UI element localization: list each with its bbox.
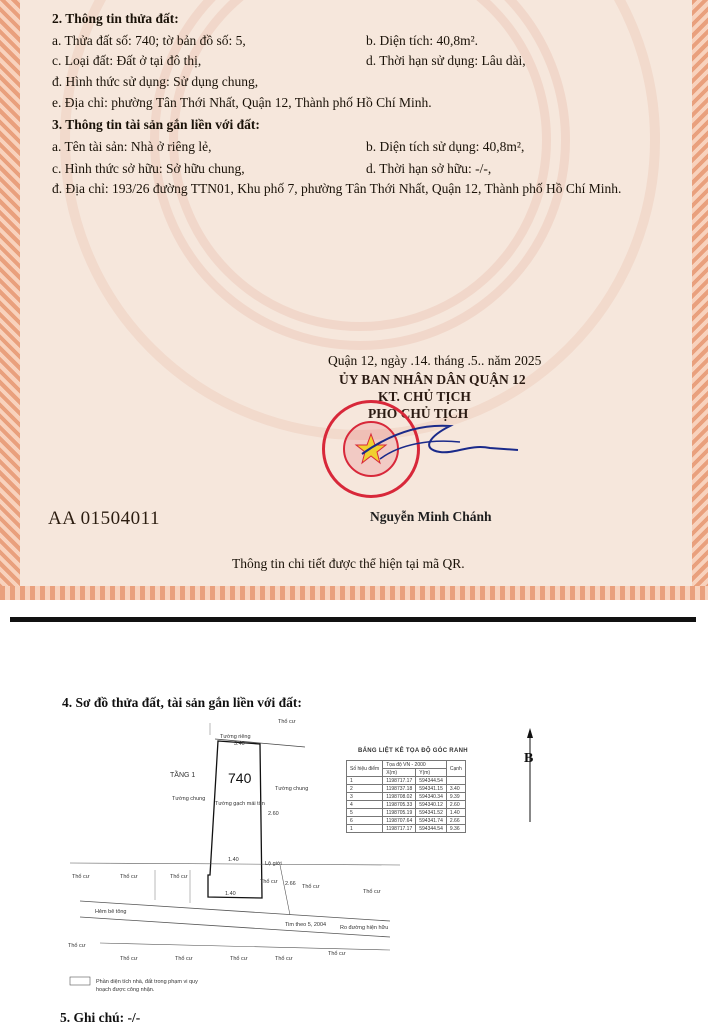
wall-shared-label: Tường chung <box>172 796 206 802</box>
ownership-form: c. Hình thức sở hữu: Sở hữu chung, <box>52 161 245 176</box>
section-4-title: 4. Sơ đồ thửa đất, tài sản gắn liền với đất: <box>62 695 302 710</box>
signer-role-2: PHÓ CHỦ TỊCH <box>368 406 469 421</box>
ownership-term: d. Thời hạn sở hữu: -/-, <box>366 161 492 176</box>
edge-right-length: 2.60 <box>268 811 279 817</box>
certificate-border-right <box>692 0 708 600</box>
signature-scribble <box>360 414 520 474</box>
table-row: 5 1198705.19 594341.52 1.40 <box>347 809 466 817</box>
neighbor-lot-4: Thổ cư <box>260 879 278 885</box>
wall-shared-right-label: Tường chung <box>275 786 309 792</box>
land-address: e. Địa chỉ: phường Tân Thới Nhất, Quận 12, Thành phố Hồ Chí Minh. <box>52 95 432 110</box>
land-type: c. Loại đất: Đất ở tại đô thị, <box>52 53 202 68</box>
table-row: 1 1198717.17 594344.54 <box>347 777 466 785</box>
neighbor-lot-12: Thổ cư <box>328 951 346 957</box>
neighbor-lot-9: Thổ cư <box>175 956 193 962</box>
asset-address: đ. Địa chỉ: 193/26 đường TTN01, Khu phố 7, phường Tân Thới Nhất, Quận 12, Thành phố Hồ Chí Minh. <box>52 181 622 196</box>
issue-date: Quận 12, ngày .14. tháng .5.. năm 2025 <box>328 353 542 368</box>
road-line <box>100 943 390 950</box>
table-header-coords: Tọa độ VN - 2000 <box>383 761 447 769</box>
parcel-number: a. Thửa đất số: 740; tờ bản đồ số: 5, <box>52 33 246 48</box>
signer-role-1: KT. CHỦ TỊCH <box>378 389 471 404</box>
top-neighbor-label: Thổ cư <box>278 719 296 725</box>
parcel-outline <box>208 741 262 898</box>
north-arrow-icon <box>515 726 545 826</box>
table-subheader-x: X(m) <box>383 769 416 777</box>
table-header-point: Số hiệu điểm <box>347 761 383 777</box>
wall-share-label: Tường riêng <box>220 734 251 740</box>
section-2-title: 2. Thông tin thửa đất: <box>52 11 179 26</box>
neighbor-lot-3: Thổ cư <box>170 874 188 880</box>
table-row: 1 1198717.17 594344.54 9.36 <box>347 825 466 833</box>
floor-area: b. Diện tích sử dụng: 40,8m², <box>366 139 525 154</box>
edge-side-length: 2.66 <box>285 881 296 887</box>
table-row: 3 1198708.02 594340.34 9.39 <box>347 793 466 801</box>
land-term: d. Thời hạn sử dụng: Lâu dài, <box>366 53 526 68</box>
page-gap <box>0 600 708 616</box>
lot-boundary-line <box>70 863 400 865</box>
neighbor-lot-10: Thổ cư <box>230 956 248 962</box>
edge-top-length: 3.40 <box>234 741 245 747</box>
floor-label: TẦNG 1 <box>170 772 196 779</box>
neighbor-lot-1: Thổ cư <box>72 874 90 880</box>
qr-note: Thông tin chi tiết được thể hiện tại mã QR. <box>232 556 465 571</box>
land-area: b. Diện tích: 40,8m². <box>366 33 479 48</box>
table-row: 4 1198705.33 594340.12 2.60 <box>347 801 466 809</box>
neighbor-lot-11: Thổ cư <box>275 956 293 962</box>
legend-text-2: hoạch được công nhận. <box>96 987 155 993</box>
coordinate-table <box>346 760 466 833</box>
certificate-serial: AA 01504011 <box>48 508 160 529</box>
wall-material-label: Tường gạch mái tôn <box>215 801 265 807</box>
asset-name: a. Tên tài sản: Nhà ở riêng lẻ, <box>52 139 212 154</box>
lot-gioi-label: Lộ giới <box>265 861 282 867</box>
coordinate-table-title: BẢNG LIỆT KÊ TỌA ĐỘ GÓC RANH <box>358 748 468 754</box>
section-3-title: 3. Thông tin tài sản gắn liền với đất: <box>52 117 260 132</box>
neighbor-lot-8: Thổ cư <box>120 956 138 962</box>
alley-edge <box>80 901 390 921</box>
table-header-edge: Cạnh <box>446 761 465 777</box>
land-use-form: đ. Hình thức sử dụng: Sử dụng chung, <box>52 74 259 89</box>
neighbor-lot-7: Thổ cư <box>68 943 86 949</box>
table-row: 6 1198707.64 594341.74 2.66 <box>347 817 466 825</box>
signer-name: Nguyễn Minh Chánh <box>370 509 492 524</box>
table-subheader-y: Y(m) <box>416 769 447 777</box>
table-row: 2 1198737.18 594341.15 3.40 <box>347 785 466 793</box>
certificate-border-left <box>0 0 20 600</box>
edge-low-length: 1.40 <box>225 891 236 897</box>
alley-ref-label: Tim theo 5, 2004 <box>285 922 327 928</box>
section-5-title: 5. Ghi chú: -/- <box>60 1010 141 1025</box>
legend-swatch <box>70 977 90 985</box>
issuing-authority: ỦY BAN NHÂN DÂN QUẬN 12 <box>339 372 526 387</box>
certificate-border-bottom <box>0 586 708 600</box>
neighbor-lot-6: Thổ cư <box>363 889 381 895</box>
neighbor-lot-2: Thổ cư <box>120 874 138 880</box>
alley-label: Hẻm bê tông <box>95 909 127 915</box>
road-ref-label: Ro đường hiện hữu <box>340 925 389 931</box>
parcel-number-label: 740 <box>228 770 252 786</box>
legend-text-1: Phần diện tích nhà, đất trong phạm vi quy <box>96 979 198 985</box>
north-label: B <box>524 751 534 766</box>
page-divider <box>10 617 696 622</box>
edge-mid-length: 1.40 <box>228 857 239 863</box>
neighbor-lot-5: Thổ cư <box>302 884 320 890</box>
